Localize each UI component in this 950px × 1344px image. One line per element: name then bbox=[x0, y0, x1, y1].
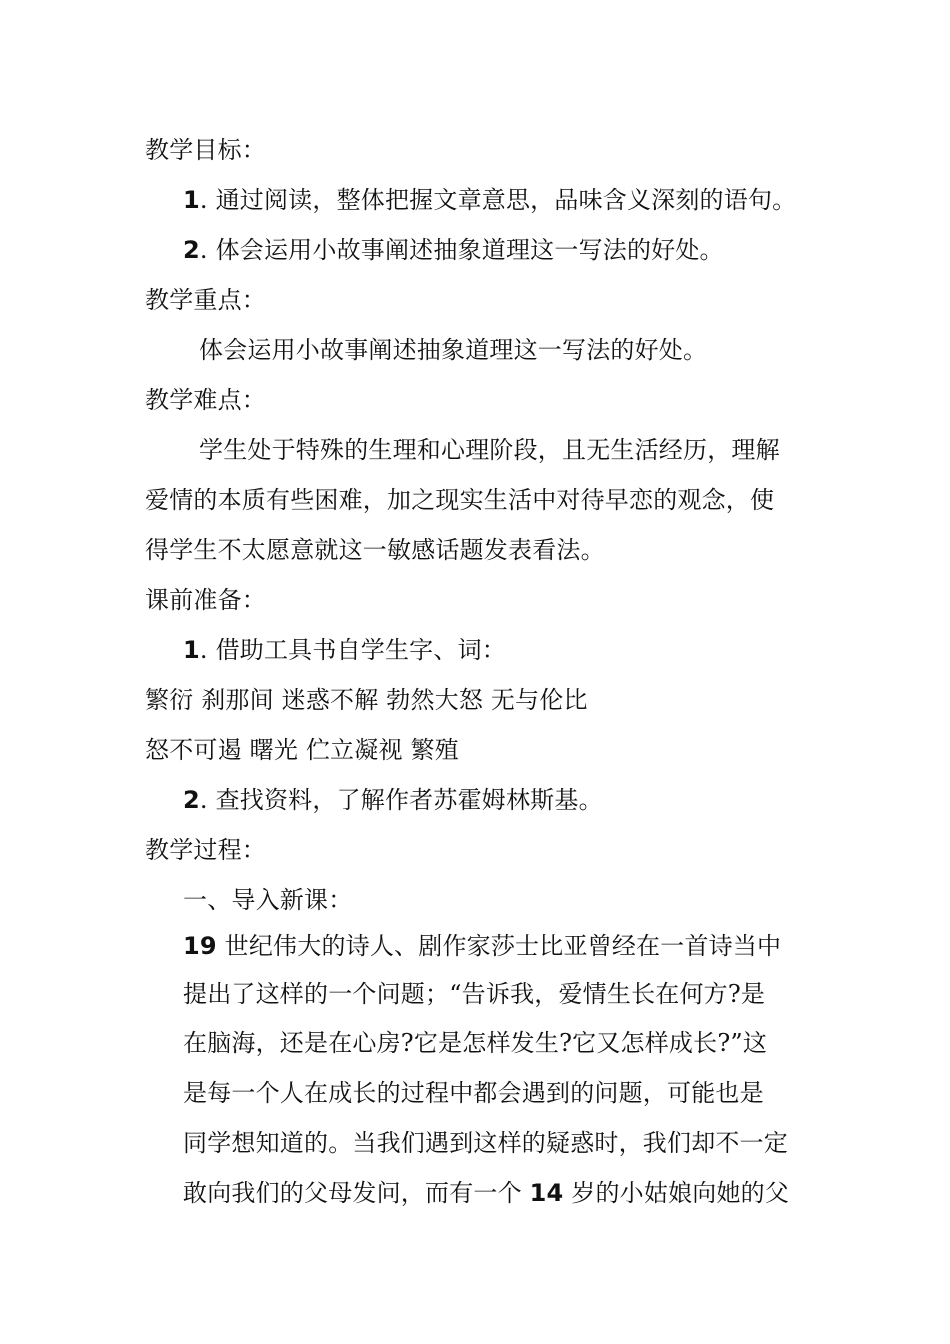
line-text: 体会运用小故事阐述抽象道理这一写法的好处。 bbox=[199, 336, 708, 364]
line-text: 课前准备： bbox=[145, 586, 266, 614]
heading-teaching-goals bbox=[145, 134, 266, 166]
line-text: 提出了这样的一个问题；“告诉我，爱情生长在何方?是 bbox=[183, 980, 766, 1008]
item-number: 2 bbox=[183, 786, 200, 814]
heading-teaching-difficulty bbox=[145, 384, 266, 416]
item-number: 1 bbox=[183, 636, 200, 664]
intro-paragraph-line-3 bbox=[183, 1027, 767, 1059]
line-text: . 借助工具书自学生字、词： bbox=[199, 636, 506, 664]
line-text: 一、导入新课： bbox=[183, 886, 353, 914]
intro-paragraph-line-2 bbox=[183, 978, 765, 1010]
line-text: 怒不可遏 曙光 伫立凝视 繁殖 bbox=[145, 736, 459, 764]
goal-item-2 bbox=[183, 234, 724, 266]
item-number: 2 bbox=[183, 236, 200, 264]
intro-paragraph-line-4 bbox=[183, 1077, 764, 1109]
focus-text bbox=[199, 334, 707, 366]
line-text: 岁的小姑娘向她的父 bbox=[563, 1179, 790, 1207]
line-text: 教学难点： bbox=[145, 386, 266, 414]
line-text: 在脑海，还是在心房?它是怎样发生?它又怎样成长?”这 bbox=[183, 1029, 768, 1057]
line-text: 教学重点： bbox=[145, 286, 266, 314]
preparation-item-1 bbox=[183, 634, 506, 666]
difficulty-text-line-1 bbox=[199, 434, 780, 466]
intro-paragraph-line-6 bbox=[183, 1177, 789, 1209]
number: 14 bbox=[529, 1179, 564, 1207]
preparation-item-2 bbox=[183, 784, 603, 816]
intro-paragraph-line-1 bbox=[183, 930, 781, 962]
difficulty-text-line-2 bbox=[145, 484, 774, 516]
line-text: 繁衍 刹那间 迷惑不解 勃然大怒 无与伦比 bbox=[145, 686, 588, 714]
line-text: 得学生不太愿意就这一敏感话题发表看法。 bbox=[145, 536, 605, 564]
heading-teaching-process bbox=[145, 834, 266, 866]
line-text: . 查找资料，了解作者苏霍姆林斯基。 bbox=[199, 786, 603, 814]
line-text: . 通过阅读，整体把握文章意思，品味含义深刻的语句。 bbox=[199, 186, 797, 214]
line-text: 爱情的本质有些困难，加之现实生活中对待早恋的观念，使 bbox=[145, 486, 775, 514]
line-text: 教学过程： bbox=[145, 836, 266, 864]
intro-paragraph-line-5 bbox=[183, 1127, 788, 1159]
line-text: . 体会运用小故事阐述抽象道理这一写法的好处。 bbox=[199, 236, 724, 264]
line-text-start: 敢向我们的父母发问，而有一个 bbox=[183, 1179, 530, 1207]
difficulty-text-line-3 bbox=[145, 534, 605, 566]
vocabulary-line-2 bbox=[145, 734, 459, 766]
heading-preparation bbox=[145, 584, 266, 616]
goal-item-1 bbox=[183, 184, 796, 216]
line-text: 同学想知道的。当我们遇到这样的疑惑时，我们却不一定 bbox=[183, 1129, 788, 1157]
vocabulary-line-1 bbox=[145, 684, 588, 716]
section-introduction bbox=[183, 884, 352, 916]
line-text: 学生处于特殊的生理和心理阶段，且无生活经历，理解 bbox=[199, 436, 780, 464]
line-text: 世纪伟大的诗人、剧作家莎士比亚曾经在一首诗当中 bbox=[216, 932, 782, 960]
item-number: 1 bbox=[183, 186, 200, 214]
number: 19 bbox=[183, 932, 217, 960]
heading-teaching-focus bbox=[145, 284, 266, 316]
line-text: 是每一个人在成长的过程中都会遇到的问题，可能也是 bbox=[183, 1079, 764, 1107]
line-text: 教学目标： bbox=[145, 136, 266, 164]
